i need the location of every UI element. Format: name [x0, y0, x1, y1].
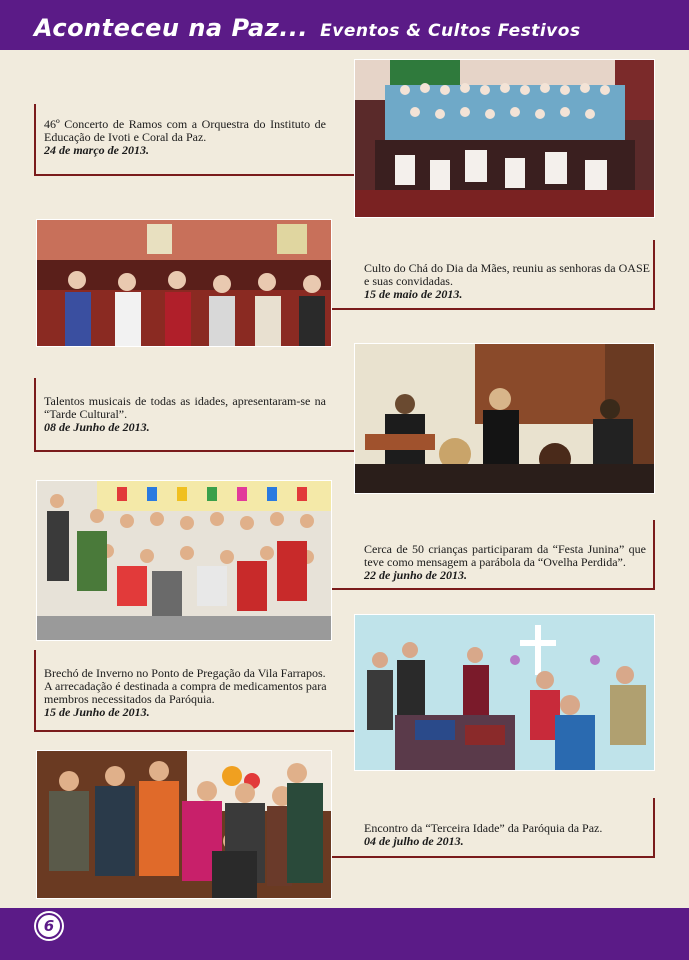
footer-bar: [0, 908, 689, 960]
event-text-4: Cerca de 50 crianças participaram da “Festa Junina” que teve como mensagem a parábola da “Ovelha Perdida”.: [364, 542, 646, 569]
event-text-3: Talentos musicais de todas as idades, apresentaram-se na “Tarde Cultural”.: [44, 394, 326, 421]
caption-bracket-3: [34, 378, 36, 452]
cultural-afternoon-photo-image: [355, 344, 654, 493]
concert-photo-image: [355, 60, 654, 217]
event-date-5: 15 de Junho de 2013.: [44, 705, 150, 719]
event-date-4: 22 de junho de 2013.: [364, 568, 468, 582]
caption-bracket-2: [653, 240, 655, 310]
festa-junina-photo-image: [37, 481, 331, 640]
page-title: [34, 14, 581, 42]
caption-underline-4: [332, 588, 655, 590]
photo-mothers-day: [36, 219, 332, 347]
caption-underline-2: [332, 308, 655, 310]
event-date-1: 24 de março de 2013.: [44, 143, 149, 157]
event-text-5: Brechó de Inverno no Ponto de Pregação da Vila Farrapos. A arrecadação é destinada a compra de medicamentos para membros necessitados da Paróquia.: [44, 666, 327, 706]
event-date-6: 04 de julho de 2013.: [364, 834, 464, 848]
photo-concert: [354, 59, 655, 218]
title-main: Aconteceu na Paz...: [34, 14, 309, 42]
caption-bracket-6: [653, 798, 655, 858]
event-text-2: Culto do Chá do Dia da Mães, reuniu as senhoras da OASE e suas convidadas.: [364, 261, 650, 288]
title-sub: Eventos & Cultos Festivos: [320, 21, 581, 41]
caption-underline-6: [332, 856, 655, 858]
event-caption-1: [44, 118, 326, 157]
caption-underline-5: [34, 730, 354, 732]
photo-festa-junina: [36, 480, 332, 641]
caption-bracket-5: [34, 650, 36, 732]
page-number: 6: [36, 913, 62, 939]
caption-underline-3: [34, 450, 354, 452]
event-caption-6: [364, 822, 650, 848]
brecho-photo-image: [355, 615, 654, 770]
mothers-day-photo-image: [37, 220, 331, 346]
event-caption-3: [44, 395, 326, 434]
event-text-6: Encontro da “Terceira Idade” da Paróquia da Paz.: [364, 821, 603, 835]
caption-bracket-4: [653, 520, 655, 590]
event-date-3: 08 de Junho de 2013.: [44, 420, 150, 434]
event-caption-5: [44, 667, 334, 719]
terceira-idade-photo-image: [37, 751, 331, 898]
caption-underline-1: [34, 174, 354, 176]
event-caption-4: [364, 543, 646, 582]
photo-cultural-afternoon: [354, 343, 655, 494]
caption-bracket-1: [34, 104, 36, 176]
event-date-2: 15 de maio de 2013.: [364, 287, 463, 301]
event-caption-2: [364, 262, 650, 301]
photo-terceira-idade: [36, 750, 332, 899]
photo-brecho: [354, 614, 655, 771]
event-text-1: 46º Concerto de Ramos com a Orquestra do Instituto de Educação de Ivoti e Coral da Paz.: [44, 117, 326, 144]
